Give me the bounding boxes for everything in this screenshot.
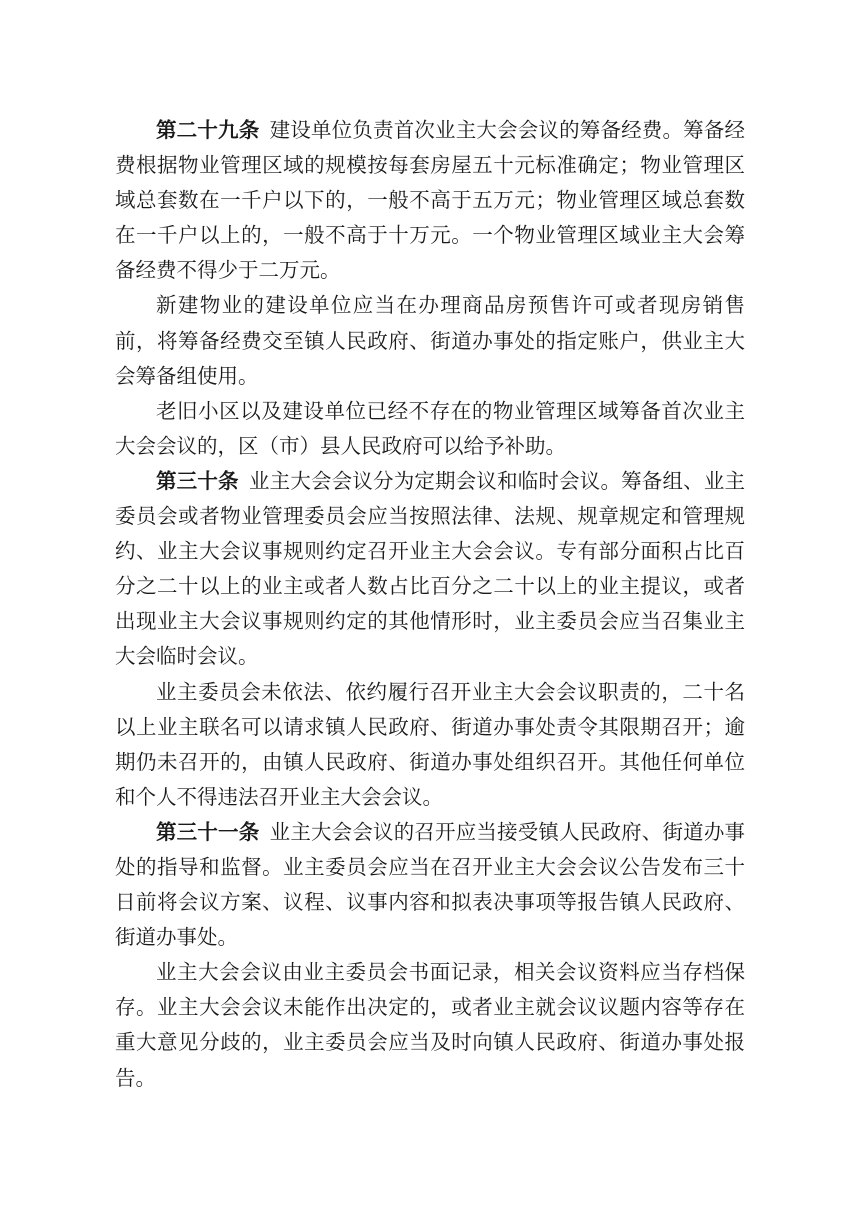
article-30-paragraph — [115, 464, 745, 675]
article-29-paragraph-2 — [115, 288, 745, 393]
paragraph-text: 新建物业的建设单位应当在办理商品房预售许可或者现房销售前，将筹备经费交至镇人民政府、街道办事处的指定账户，供业主大会筹备组使用。 — [115, 293, 745, 388]
article-number: 第二十九条 — [156, 118, 260, 142]
article-31-paragraph-2 — [115, 955, 745, 1095]
paragraph-text: 业主大会会议由业主委员会书面记录，相关会议资料应当存档保存。业主大会会议未能作出决定的，或者业主就会议议题内容等存在重大意见分歧的，业主委员会应当及时向镇人民政府、街道办事处报告。 — [115, 960, 745, 1090]
article-30-paragraph-2 — [115, 675, 745, 815]
paragraph-text: 建设单位负责首次业主大会会议的筹备经费。筹备经费根据物业管理区域的规模按每套房屋五十元标准确定；物业管理区域总套数在一千户以下的，一般不高于五万元；物业管理区域总套数在一千户以上的，一般不高于十万元。一个物业管理区域业主大会筹备经费不得少于二万元。 — [115, 118, 746, 283]
article-29-paragraph — [115, 113, 745, 288]
paragraph-text: 业主大会会议的召开应当接受镇人民政府、街道办事处的指导和监督。业主委员会应当在召开业主大会会议公告发布三十日前将会议方案、议程、议事内容和拟表决事项等报告镇人民政府、街道办事处。 — [115, 819, 746, 950]
article-31-paragraph — [115, 815, 745, 955]
article-number: 第三十条 — [156, 468, 239, 493]
document-body — [115, 113, 745, 1096]
paragraph-text: 业主大会会议分为定期会议和临时会议。筹备组、业主委员会或者物业管理委员会应当按照法律、法规、规章规定和管理规约、业主大会议事规则约定召开业主大会会议。专有部分面积占比百分之二十以上的业主或者人数占比百分之二十以上的业主提议，或者出现业主大会议事规则约定的其他情形时，业主委员会应当召集业主大会临时会议。 — [115, 468, 746, 669]
paragraph-text: 老旧小区以及建设单位已经不存在的物业管理区域筹备首次业主大会会议的，区（市）县人民政府可以给予补助。 — [115, 398, 745, 458]
article-number: 第三十一条 — [156, 819, 260, 844]
paragraph-text: 业主委员会未依法、依约履行召开业主大会会议职责的，二十名以上业主联名可以请求镇人民政府、街道办事处责令其限期召开；逾期仍未召开的，由镇人民政府、街道办事处组织召开。其他任何单位和个人不得违法召开业主大会会议。 — [115, 679, 745, 809]
article-29-paragraph-3 — [115, 394, 745, 464]
